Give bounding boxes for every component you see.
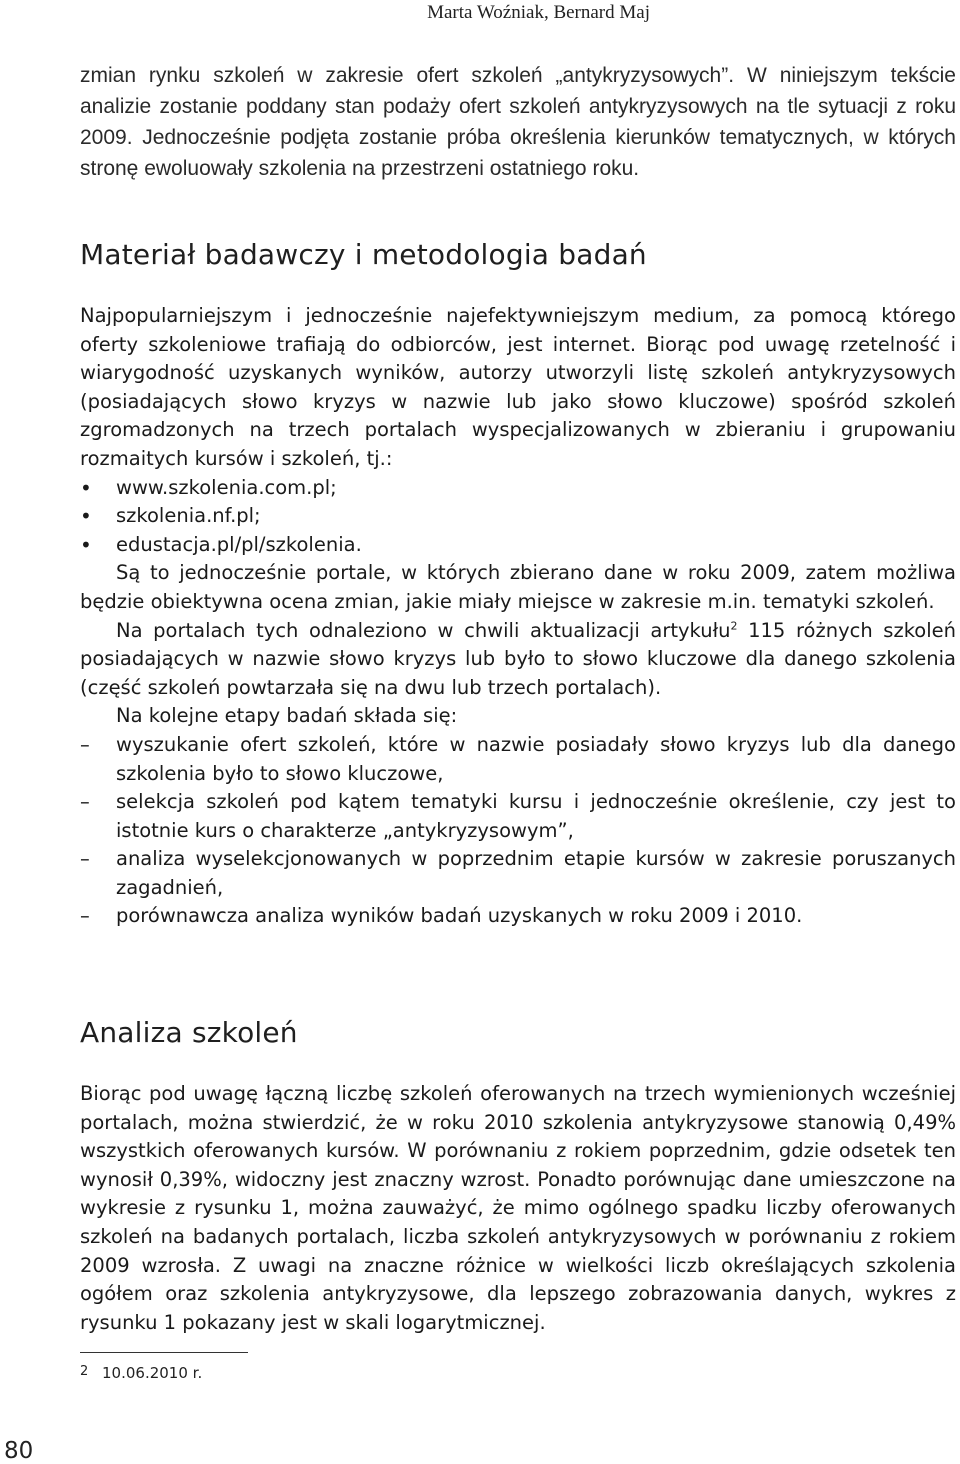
- section-materials-body: [80, 302, 956, 931]
- dash-marker: –: [80, 904, 90, 928]
- bullet-marker: •: [80, 475, 92, 500]
- list-item-text: edustacja.pl/pl/szkolenia.: [116, 532, 362, 556]
- footnote-ref: 2: [730, 619, 738, 633]
- stages-list: [80, 731, 956, 931]
- intro-text: [80, 60, 956, 184]
- paragraph: Na kolejne etapy badań składa się:: [116, 704, 458, 728]
- paragraph-text: Na portalach tych odnaleziono w chwili aktualizacji artykułu: [116, 618, 731, 642]
- portal-list: [80, 474, 956, 560]
- list-item-text: selekcja szkoleń pod kątem tematyki kursu i jednocześnie określenie, czy jest to istotnie kurs o charakterze „antykryzysowym”,: [116, 790, 956, 842]
- bullet-marker: •: [80, 504, 92, 529]
- list-item: [80, 788, 956, 845]
- footnote-divider: [80, 1352, 248, 1353]
- list-item-text: analiza wyselekcjonowanych w poprzednim etapie kursów w zakresie poruszanych zagadnień,: [116, 847, 956, 899]
- dash-marker: –: [80, 790, 90, 814]
- section-heading-analysis: Analiza szkoleń: [80, 1016, 298, 1049]
- dash-marker: –: [80, 732, 90, 756]
- paragraph: Najpopularniejszym i jednocześnie najefektywniejszym medium, za pomocą którego oferty szkoleniowe trafiają do odbiorców, jest internet. Biorąc pod uwagę rzetelność i wiarygodność uzyskanych wyników, autorzy utworzyli listę szkoleń antykryzysowych (posiadających słowo kryzys w nazwie lub jako słowo kluczowe) spośród szkoleń zgromadzonych na trzech portalach wyspecjalizowanych w zbieraniu i grupowaniu rozmaitych kursów i szkoleń, tj.:: [80, 304, 956, 470]
- list-item-text: porównawcza analiza wyników badań uzyskanych w roku 2009 i 2010.: [116, 904, 803, 928]
- intro-paragraph: zmian rynku szkoleń w zakresie ofert szkoleń „antykryzysowych”. W niniejszym tekście analizie zostanie poddany stan podaży ofert szkoleń antykryzysowych na tle sytuacji z roku 2009. Jednocześnie podjęta zostanie próba określenia kierunków tematycznych, w których stronę ewoluowały szkolenia na przestrzeni ostatniego roku.: [80, 64, 956, 180]
- paragraph: [80, 617, 956, 703]
- list-item-text: szkolenia.nf.pl;: [116, 504, 261, 528]
- paragraph-text: 115 różnych szkoleń posiadających w nazwie słowo kryzys lub było to słowo kluczowe dla danego szkolenia (część szkoleń powtarzała się na dwu lub trzech portalach).: [80, 618, 956, 699]
- list-item-text: www.szkolenia.com.pl;: [116, 475, 337, 499]
- list-item: [80, 902, 956, 931]
- section-heading-materials: Materiał badawczy i metodologia badań: [80, 238, 647, 271]
- list-item: [80, 474, 956, 503]
- paragraph: Biorąc pod uwagę łączną liczbę szkoleń oferowanych na trzech wymienionych wcześniej portalach, można stwierdzić, że w roku 2010 szkolenia antykryzysowe stanowią 0,49% wszystkich oferowanych kursów. W porównaniu z rokiem poprzednim, gdzie odsetek ten wynosił 0,39%, widoczny jest znaczny wzrost. Ponadto porównując dane umieszczone na wykresie z rysunku 1, można zauważyć, że mimo ogólnego spadku liczby oferowanych szkoleń na badanych portalach, liczba szkoleń antykryzysowych w porównaniu z rokiem 2009 wzrosła. Z uwagi na znaczne różnice w wielkości liczb określających szkolenia ogółem oraz szkolenia antykryzysowe, dla lepszego zobrazowania danych, wykres z rysunku 1 pokazany jest w skali logarytmicznej.: [80, 1082, 956, 1334]
- list-item: [80, 502, 956, 531]
- list-item-text: wyszukanie ofert szkoleń, które w nazwie posiadały słowo kryzys lub dla danego szkolenia było to słowo kluczowe,: [116, 732, 956, 785]
- bullet-marker: •: [80, 532, 92, 557]
- dash-marker: –: [80, 847, 90, 871]
- footnote: [80, 1364, 202, 1382]
- list-item: [80, 531, 956, 560]
- footnote-number: 2: [80, 1364, 89, 1379]
- paragraph: Są to jednocześnie portale, w których zbierano dane w roku 2009, zatem możliwa będzie obiektywna ocena zmian, jakie miały miejsce w zakresie m.in. tematyki szkoleń.: [80, 561, 956, 613]
- running-header: Marta Woźniak, Bernard Maj: [427, 2, 650, 23]
- list-item: [80, 731, 956, 788]
- footnote-text: 10.06.2010 r.: [102, 1364, 203, 1382]
- list-item: [80, 845, 956, 902]
- section-analysis-body: [80, 1080, 956, 1337]
- page-number: 80: [4, 1438, 34, 1464]
